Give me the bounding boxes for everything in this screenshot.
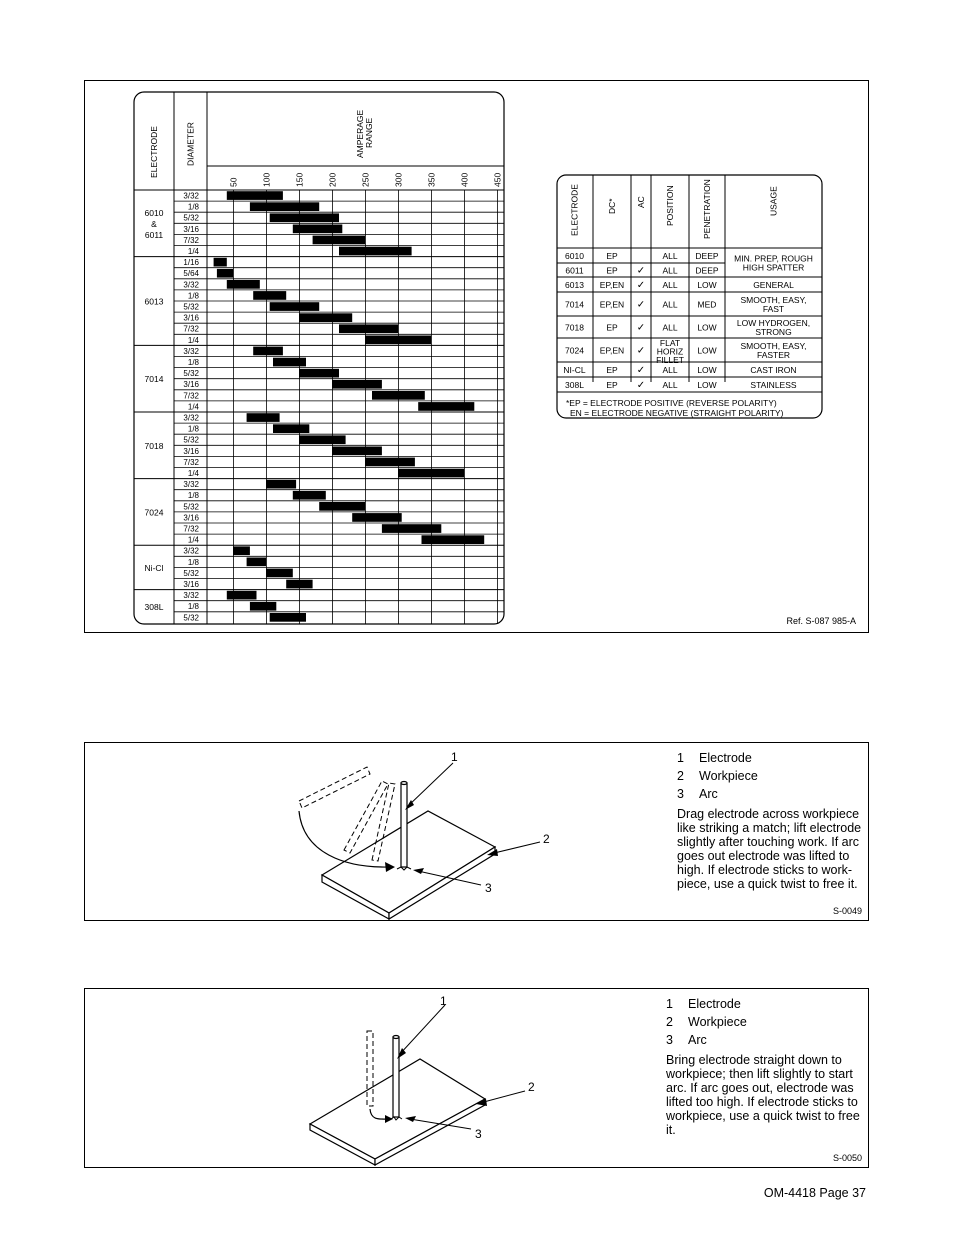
legend-item: 3 Arc — [677, 787, 718, 801]
table-cell: EP,EN — [599, 299, 625, 310]
diameter-label: 3/32 — [183, 413, 199, 423]
amperage-bar — [233, 546, 250, 555]
amperage-bar — [270, 302, 320, 311]
usage-cell: STAINLESS — [750, 380, 797, 390]
header-amperage: AMPERAGE — [355, 109, 365, 158]
scratch-start-figure — [84, 742, 869, 921]
diameter-label: 5/32 — [183, 435, 199, 445]
table-header: PENETRATION — [702, 179, 712, 239]
table-cell: EP — [606, 380, 618, 390]
diameter-label: 1/8 — [187, 424, 199, 434]
legend-item: 1 Electrode — [677, 751, 752, 765]
callout-2: 2 — [528, 1080, 535, 1094]
amperage-bar — [422, 535, 485, 544]
figure-reference: Ref. S-087 985-A — [786, 616, 856, 626]
header-range: RANGE — [364, 117, 374, 148]
amperage-bar — [339, 247, 412, 256]
amperage-bar — [299, 313, 352, 322]
diameter-label: 3/32 — [183, 346, 199, 356]
callout-3: 3 — [485, 881, 492, 895]
legend-panel — [677, 751, 867, 891]
amperage-bar — [247, 413, 280, 422]
amperage-bar — [293, 225, 343, 234]
diameter-label: 1/8 — [187, 602, 199, 612]
electrode-group-label: 6013 — [144, 296, 164, 307]
amp-tick-label: 100 — [261, 172, 272, 187]
footnote: *EP = ELECTRODE POSITIVE (REVERSE POLARITY) — [566, 398, 777, 408]
footnote: EN = ELECTRODE NEGATIVE (STRAIGHT POLARITY) — [570, 408, 784, 418]
table-cell: HORIZ — [656, 346, 684, 357]
instruction-text: Drag electrode across workpiece like striking a match; lift electrode slightly after touching work. If arc goes out electrode was lifted to high. If electrode sticks to work-piece, use a quick twist to free it. — [677, 807, 862, 891]
amperage-bar — [372, 391, 425, 400]
amp-tick-label: 450 — [492, 172, 503, 187]
table-cell: LOW — [697, 365, 717, 375]
amp-tick-label: 200 — [327, 172, 338, 187]
table-cell: ✓ — [636, 345, 646, 357]
diameter-label: 3/32 — [183, 280, 199, 290]
diameter-label: 5/32 — [183, 302, 199, 312]
diameter-label: 1/4 — [187, 535, 199, 545]
table-cell: 7018 — [565, 322, 584, 333]
amperage-bar — [273, 358, 306, 367]
usage-cell: STRONG — [755, 327, 792, 337]
diameter-label: 1/8 — [187, 358, 199, 367]
usage-cell: MIN. PREP, ROUGH — [734, 253, 813, 264]
table-cell: EP,EN — [599, 345, 625, 356]
table-cell: EP — [606, 365, 618, 375]
diameter-label: 1/4 — [187, 402, 199, 412]
diameter-label: 7/32 — [183, 457, 199, 467]
diameter-label: 3/32 — [183, 480, 199, 490]
amperage-bar — [418, 402, 474, 411]
diameter-label: 1/4 — [187, 247, 199, 256]
amperage-bar — [247, 558, 267, 567]
amperage-bar — [293, 491, 326, 500]
usage-cell: LOW HYDROGEN, — [736, 318, 811, 328]
amperage-bar — [299, 369, 339, 378]
diameter-label: 1/8 — [187, 291, 199, 301]
header-diameter: DIAMETER — [185, 122, 196, 166]
electrode-group-label: 6010 — [144, 207, 164, 218]
diameter-label: 3/16 — [183, 380, 199, 390]
usage-cell: SMOOTH, EASY, — [740, 341, 807, 351]
table-cell: ✓ — [636, 299, 646, 311]
table-cell: LOW — [697, 345, 717, 356]
figure-reference: S-0049 — [832, 906, 862, 916]
diameter-label: 1/8 — [187, 557, 199, 567]
diameter-label: 5/32 — [183, 613, 199, 623]
electrode-group-label: Ni-Cl — [144, 562, 164, 573]
table-cell: LOW — [697, 380, 717, 390]
table-cell: FLAT — [659, 338, 681, 348]
diameter-label: 3/32 — [183, 191, 199, 201]
table-cell: DEEP — [695, 251, 719, 261]
amperage-bar — [227, 191, 283, 200]
legend-panel — [666, 997, 866, 1137]
tap-start-figure — [84, 988, 869, 1168]
amperage-bar — [273, 424, 309, 433]
amperage-bar — [270, 613, 306, 622]
electrode-group-label: 6011 — [144, 229, 164, 240]
electrode-properties-table — [556, 174, 824, 420]
amperage-bar — [332, 447, 382, 456]
electrode-group-label: & — [151, 218, 157, 229]
table-header: ELECTRODE — [569, 184, 580, 236]
table-cell: EP — [606, 265, 618, 276]
instruction-text: Bring electrode straight down to workpiece; then lift slightly to start arc. If arc goes out, electrode was lifted too high. If electrode sticks to workpiece, use a quick twist to free it. — [666, 1053, 860, 1137]
amperage-bar — [250, 602, 276, 611]
table-header: AC — [636, 196, 646, 208]
diameter-label: 5/32 — [183, 568, 199, 578]
table-cell: ALL — [662, 322, 678, 333]
diameter-label: 1/8 — [187, 202, 199, 212]
table-cell: 6011 — [565, 265, 584, 276]
amperage-bar — [214, 258, 227, 267]
amperage-bar — [365, 458, 415, 467]
amperage-bar — [253, 291, 286, 300]
table-cell: ✓ — [636, 322, 646, 334]
usage-cell: SMOOTH, EASY, — [740, 295, 807, 305]
amperage-bar — [319, 502, 365, 511]
table-cell: ALL — [662, 380, 678, 390]
ghost-electrode-1 — [299, 767, 370, 808]
amperage-bar — [299, 435, 345, 444]
usage-cell: HIGH SPATTER — [742, 262, 805, 273]
table-cell: EP — [606, 251, 618, 261]
page-number: OM-4418 Page 37 — [763, 1186, 866, 1200]
table-cell: ✓ — [636, 365, 646, 376]
diameter-label: 7/32 — [183, 235, 199, 245]
amperage-bar — [382, 524, 441, 533]
amperage-bar — [365, 336, 431, 345]
legend-item: 2 Workpiece — [677, 769, 758, 783]
diameter-label: 7/32 — [183, 391, 199, 401]
amperage-range-chart — [132, 90, 508, 626]
amperage-bar — [270, 213, 339, 222]
table-cell: ALL — [662, 299, 678, 310]
diameter-label: 1/4 — [187, 335, 199, 345]
amperage-bar — [332, 380, 382, 389]
amperage-bar — [339, 324, 398, 333]
electrode-group-label: 7024 — [144, 507, 164, 518]
table-cell: NI-CL — [563, 365, 586, 375]
table-cell: ✓ — [636, 265, 646, 277]
diameter-label: 3/16 — [183, 513, 199, 523]
diameter-label: 3/16 — [183, 446, 199, 456]
table-header: USAGE — [768, 186, 779, 216]
electrode — [393, 1036, 399, 1118]
amperage-bar — [266, 569, 292, 578]
amp-tick-label: 250 — [360, 172, 371, 187]
legend-item: 3 Arc — [666, 1033, 707, 1047]
diameter-label: 5/32 — [183, 502, 199, 512]
diameter-label: 1/4 — [187, 469, 199, 478]
diameter-label: 5/32 — [183, 213, 199, 223]
amperage-bar — [253, 347, 283, 356]
table-cell: ✓ — [636, 280, 646, 291]
diameter-label: 7/32 — [183, 524, 199, 534]
amperage-bar — [313, 236, 366, 245]
scratch-start-illustration — [285, 743, 665, 921]
amperage-bar — [227, 280, 260, 289]
table-cell: EP,EN — [599, 280, 625, 290]
callout-3: 3 — [475, 1127, 482, 1141]
electrode-selection-figure — [84, 80, 869, 633]
table-cell: ALL — [662, 265, 678, 276]
header-electrode: ELECTRODE — [149, 126, 159, 178]
amp-tick-label: 350 — [426, 172, 437, 187]
legend-item: 2 Workpiece — [666, 1015, 747, 1029]
diameter-label: 3/16 — [183, 580, 199, 589]
diameter-label: 3/32 — [183, 546, 199, 556]
table-cell: LOW — [697, 280, 717, 290]
figure-reference: S-0050 — [832, 1153, 862, 1163]
table-cell: 308L — [565, 380, 584, 390]
amp-tick-label: 150 — [294, 172, 305, 187]
amperage-bar — [227, 591, 257, 600]
amp-tick-label: 400 — [459, 172, 470, 187]
table-cell: ALL — [662, 251, 678, 261]
electrode — [401, 782, 407, 868]
table-cell: DEEP — [695, 265, 719, 276]
usage-cell: FASTER — [756, 350, 791, 360]
diameter-label: 3/16 — [183, 313, 199, 323]
electrode-group-label: 7018 — [144, 440, 164, 451]
table-cell: ALL — [662, 365, 678, 375]
diameter-label: 3/16 — [183, 224, 199, 234]
amp-tick-label: 300 — [393, 172, 404, 187]
usage-cell: CAST IRON — [750, 365, 797, 375]
table-cell: 6013 — [565, 280, 584, 290]
table-cell: MED — [697, 299, 717, 310]
callout-1: 1 — [440, 994, 447, 1008]
table-cell: ALL — [662, 280, 678, 290]
amperage-bar — [266, 480, 296, 489]
diameter-label: 5/64 — [183, 269, 199, 279]
diameter-label: 5/32 — [183, 369, 199, 379]
table-header: POSITION — [665, 185, 675, 226]
electrode-group-label: 7014 — [144, 374, 164, 385]
table-cell: EP — [606, 322, 618, 333]
amp-tick-label: 50 — [228, 177, 239, 187]
diameter-label: 1/8 — [187, 491, 199, 501]
usage-cell: FAST — [762, 304, 785, 314]
usage-cell: GENERAL — [753, 280, 794, 290]
table-cell: 6010 — [565, 251, 584, 261]
table-cell: FILLET — [656, 355, 684, 365]
legend-item: 1 Electrode — [666, 997, 741, 1011]
amperage-bar — [286, 580, 312, 589]
table-cell: 7014 — [565, 299, 584, 310]
table-header: DC* — [607, 198, 617, 214]
electrode-group-label: 308L — [144, 601, 164, 612]
table-cell: 7024 — [565, 345, 584, 356]
diameter-label: 7/32 — [183, 324, 199, 334]
amperage-bar — [217, 269, 234, 278]
diameter-label: 3/32 — [183, 591, 199, 601]
callout-2: 2 — [543, 832, 550, 846]
table-cell: LOW — [697, 322, 717, 333]
amperage-bar — [352, 513, 402, 522]
amperage-bar — [398, 469, 464, 478]
callout-1: 1 — [451, 750, 458, 764]
tap-start-illustration — [295, 989, 675, 1167]
diameter-label: 1/16 — [183, 258, 199, 268]
amperage-bar — [250, 202, 319, 211]
table-cell: ✓ — [636, 380, 646, 391]
